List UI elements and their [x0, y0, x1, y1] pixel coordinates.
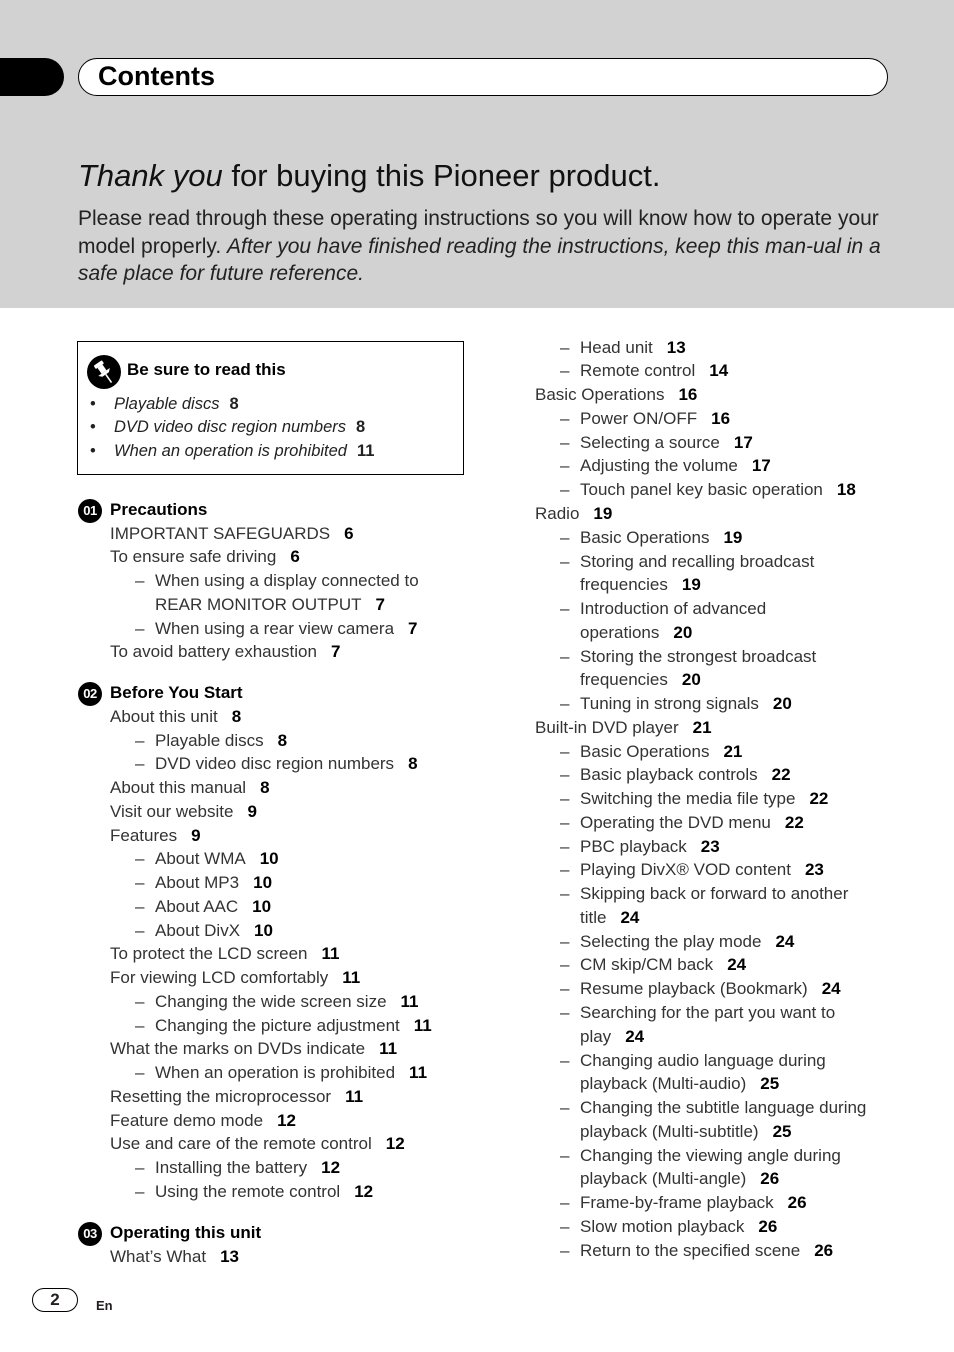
- section-title[interactable]: Precautions: [110, 500, 208, 519]
- toc-entry[interactable]: Basic Operations 16: [535, 385, 698, 404]
- toc-entry[interactable]: – Tuning in strong signals 20: [560, 694, 792, 713]
- toc-entry[interactable]: – Return to the specified scene 26: [560, 1241, 834, 1260]
- toc-entry[interactable]: – Basic playback controls 22: [560, 765, 791, 784]
- toc-entry[interactable]: Radio 19: [535, 504, 613, 523]
- toc-entry[interactable]: – When using a rear view camera 7: [135, 619, 418, 638]
- toc-entry[interactable]: Feature demo mode 12: [110, 1111, 297, 1130]
- intro-paragraph: Please read through these operating instructions so you will know how to operate your model properly. After you have finished reading the instructions, keep this man-ual in a safe place for future reference.: [78, 207, 881, 285]
- toc-entry[interactable]: About this manual 8: [110, 778, 270, 797]
- toc-entry[interactable]: – About WMA 10: [135, 849, 279, 868]
- toc-entry[interactable]: – Head unit 13: [560, 338, 686, 357]
- toc-entry[interactable]: What’s What 13: [110, 1247, 239, 1266]
- toc-entry[interactable]: – CM skip/CM back 24: [560, 955, 747, 974]
- toc-entry[interactable]: Resetting the microprocessor 11: [110, 1087, 364, 1106]
- thank-you-heading: Thank you for buying this Pioneer product.: [78, 158, 661, 193]
- toc-entry[interactable]: Use and care of the remote control 12: [110, 1134, 405, 1153]
- toc-entry[interactable]: – Skipping back or forward to another: [560, 884, 849, 903]
- toc-entry[interactable]: – Adjusting the volume 17: [560, 456, 771, 475]
- toc-entry[interactable]: Visit our website 9: [110, 802, 257, 821]
- toc-entry[interactable]: frequencies 20: [580, 670, 701, 689]
- toc-entry[interactable]: To avoid battery exhaustion 7: [110, 642, 341, 661]
- pushpin-icon: [87, 355, 121, 389]
- toc-entry[interactable]: – Switching the media file type 22: [560, 789, 829, 808]
- contents-title: Contents: [98, 61, 215, 91]
- toc-entry[interactable]: – About MP3 10: [135, 873, 273, 892]
- toc-entry[interactable]: – When using a display connected to: [135, 571, 419, 590]
- toc-entry[interactable]: REAR MONITOR OUTPUT 7: [155, 595, 385, 614]
- toc-entry[interactable]: play 24: [580, 1027, 645, 1046]
- toc-entry[interactable]: title 24: [580, 908, 640, 927]
- toc-entry[interactable]: – Power ON/OFF 16: [560, 409, 731, 428]
- page-number: 2: [32, 1288, 78, 1312]
- toc-entry[interactable]: – Touch panel key basic operation 18: [560, 480, 856, 499]
- toc-entry[interactable]: playback (Multi-audio) 25: [580, 1074, 780, 1093]
- toc-entry[interactable]: – Operating the DVD menu 22: [560, 813, 804, 832]
- toc-entry[interactable]: Built-in DVD player 21: [535, 718, 712, 737]
- toc-entry[interactable]: What the marks on DVDs indicate 11: [110, 1039, 398, 1058]
- toc-entry[interactable]: – Searching for the part you want to: [560, 1003, 836, 1022]
- toc-entry[interactable]: To protect the LCD screen 11: [110, 944, 340, 963]
- toc-entry[interactable]: – Using the remote control 12: [135, 1182, 374, 1201]
- toc-entry[interactable]: – Remote control 14: [560, 361, 729, 380]
- toc-entry[interactable]: operations 20: [580, 623, 693, 642]
- toc-entry[interactable]: – Basic Operations 21: [560, 742, 743, 761]
- toc-entry[interactable]: – Slow motion playback 26: [560, 1217, 778, 1236]
- read-box-item[interactable]: • DVD video disc region numbers 8: [90, 418, 366, 436]
- toc-entry[interactable]: – Changing the wide screen size 11: [135, 992, 419, 1011]
- toc-entry[interactable]: To ensure safe driving 6: [110, 547, 300, 566]
- toc-entry[interactable]: For viewing LCD comfortably 11: [110, 968, 361, 987]
- toc-entry[interactable]: – About AAC 10: [135, 897, 272, 916]
- toc-entry[interactable]: – Changing the viewing angle during: [560, 1146, 841, 1165]
- toc-entry[interactable]: – Storing the strongest broadcast: [560, 647, 817, 666]
- read-box-item[interactable]: • Playable discs 8: [90, 395, 239, 413]
- toc-entry[interactable]: – Selecting the play mode 24: [560, 932, 795, 951]
- section-number-badge: 03: [78, 1222, 102, 1246]
- section-title[interactable]: Before You Start: [110, 683, 243, 702]
- toc-entry[interactable]: – Selecting a source 17: [560, 433, 753, 452]
- header-tab: [0, 58, 64, 96]
- toc-entry[interactable]: – Installing the battery 12: [135, 1158, 341, 1177]
- toc-entry[interactable]: playback (Multi-angle) 26: [580, 1169, 780, 1188]
- toc-entry[interactable]: – Changing audio language during: [560, 1051, 826, 1070]
- section-title[interactable]: Operating this unit: [110, 1223, 262, 1242]
- toc-entry[interactable]: – Playable discs 8: [135, 731, 288, 750]
- read-box-title: Be sure to read this: [127, 360, 286, 379]
- toc-entry[interactable]: IMPORTANT SAFEGUARDS 6: [110, 524, 354, 543]
- contents-header: [78, 58, 888, 96]
- toc-entry[interactable]: – Frame-by-frame playback 26: [560, 1193, 807, 1212]
- toc-entry[interactable]: – Storing and recalling broadcast: [560, 552, 815, 571]
- read-box-item[interactable]: • When an operation is prohibited 11: [90, 442, 375, 460]
- toc-entry[interactable]: – Resume playback (Bookmark) 24: [560, 979, 841, 998]
- toc-entry[interactable]: – When an operation is prohibited 11: [135, 1063, 428, 1082]
- language-code: En: [96, 1298, 113, 1313]
- toc-entry[interactable]: – DVD video disc region numbers 8: [135, 754, 418, 773]
- toc-entry[interactable]: – About DivX 10: [135, 921, 273, 940]
- toc-entry[interactable]: Features 9: [110, 826, 201, 845]
- toc-entry[interactable]: frequencies 19: [580, 575, 701, 594]
- toc-entry[interactable]: – Changing the picture adjustment 11: [135, 1016, 432, 1035]
- toc-entry[interactable]: – PBC playback 23: [560, 837, 720, 856]
- section-number-badge: 02: [78, 682, 102, 706]
- be-sure-to-read-box: [77, 341, 464, 475]
- section-number-badge: 01: [78, 499, 102, 523]
- toc-entry[interactable]: – Changing the subtitle language during: [560, 1098, 867, 1117]
- toc-entry[interactable]: – Basic Operations 19: [560, 528, 743, 547]
- toc-entry[interactable]: About this unit 8: [110, 707, 242, 726]
- toc-entry[interactable]: – Introduction of advanced: [560, 599, 767, 618]
- toc-entry[interactable]: playback (Multi-subtitle) 25: [580, 1122, 792, 1141]
- toc-entry[interactable]: – Playing DivX® VOD content 23: [560, 860, 824, 879]
